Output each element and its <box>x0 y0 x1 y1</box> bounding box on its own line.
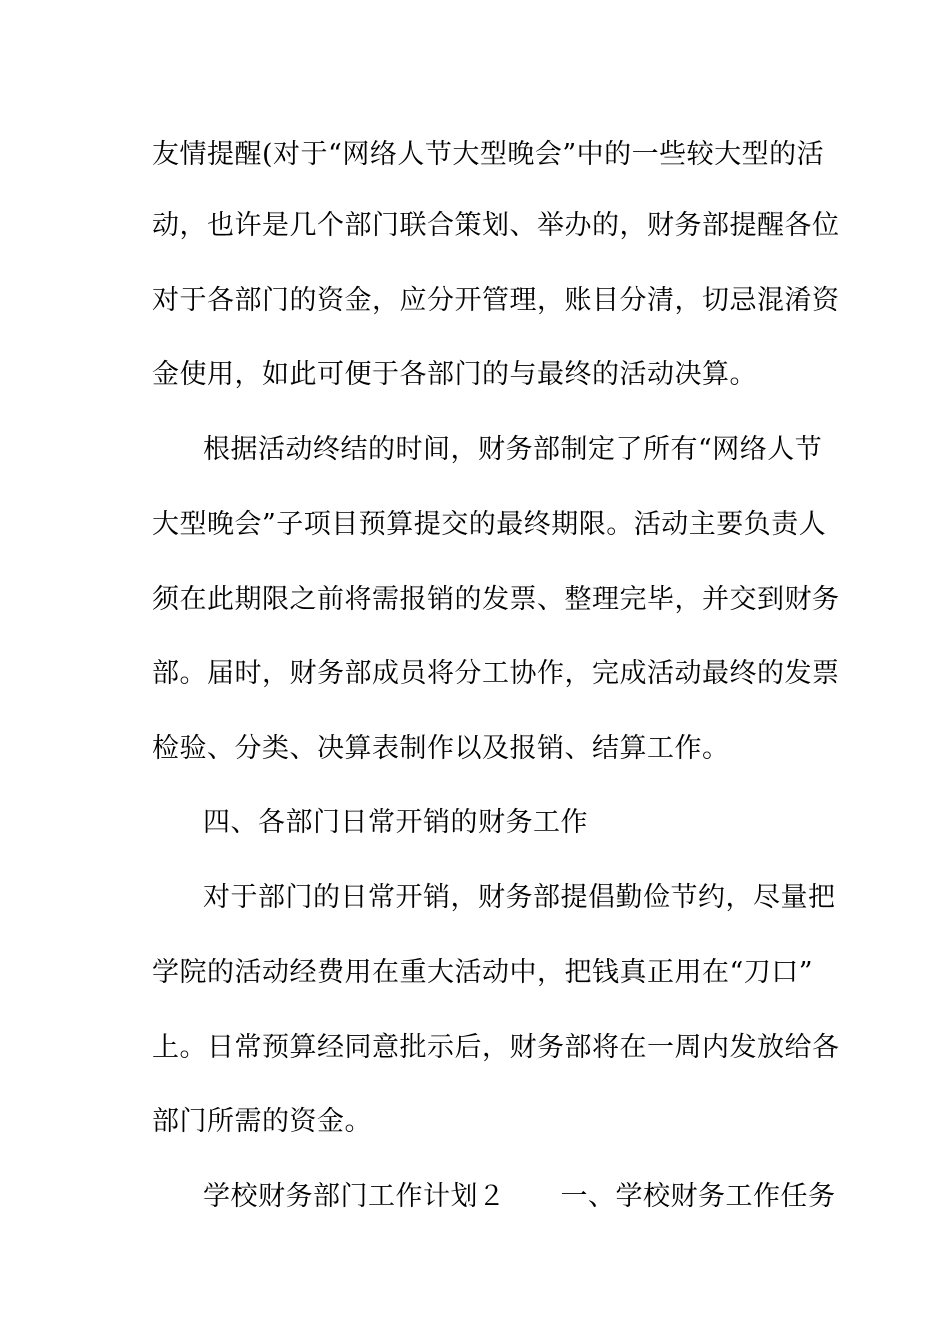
paragraph-line: 学院的活动经费用在重大活动中，把钱真正用在“刀口” <box>152 957 814 988</box>
paragraph-line: 友情提醒(对于“网络人节大型晚会”中的一些较大型的活 <box>152 139 825 170</box>
paragraph-line: 检验、分类、决算表制作以及报销、结算工作。 <box>152 733 730 764</box>
paragraph-line: 金使用，如此可便于各部门的与最终的活动决算。 <box>152 359 757 390</box>
paragraph-line: 部门所需的资金。 <box>152 1106 372 1137</box>
paragraph-line: 对于部门的日常开销，财务部提倡勤俭节约，尽量把 <box>203 882 836 913</box>
paragraph-line: 大型晚会”子项目预算提交的最终期限。活动主要负责人 <box>152 509 827 540</box>
paragraph-line: 对于各部门的资金，应分开管理，账目分清，切忌混淆资 <box>152 285 840 316</box>
paragraph-line: 动，也许是几个部门联合策划、举办的，财务部提醒各位 <box>152 210 840 241</box>
paragraph-line: 须在此期限之前将需报销的发票、整理完毕，并交到财务 <box>152 584 840 615</box>
section-heading: 学校财务部门工作计划２ 一、学校财务工作任务 <box>203 1181 836 1212</box>
paragraph-line: 上。日常预算经同意批示后，财务部将在一周内发放给各 <box>152 1032 840 1063</box>
section-heading: 四、各部门日常开销的财务工作 <box>203 807 588 838</box>
paragraph-line: 根据活动终结的时间，财务部制定了所有“网络人节 <box>203 434 823 465</box>
paragraph-line: 部。届时，财务部成员将分工协作，完成活动最终的发票 <box>152 658 840 689</box>
